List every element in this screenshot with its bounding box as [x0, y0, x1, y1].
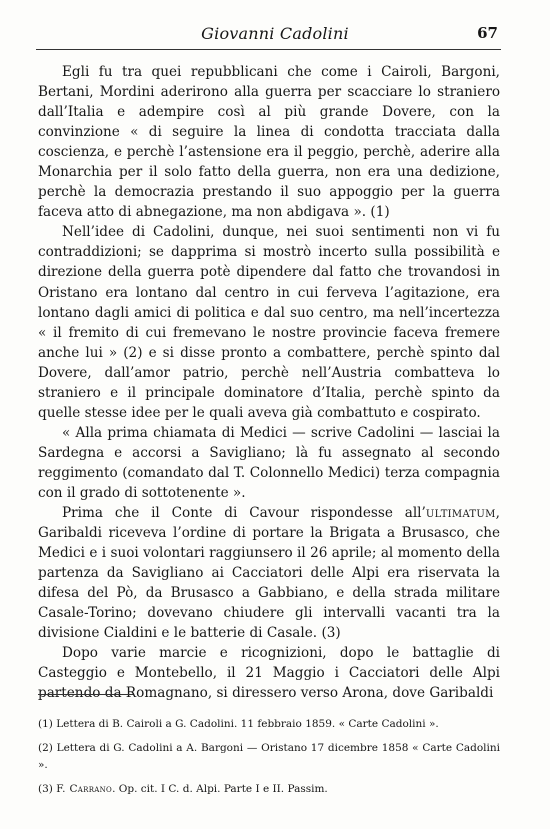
footnote-3-citation: . Op. cit. I C. d. Alpi. Parte I e II. Passim.	[112, 782, 328, 795]
paragraph-4-start: Prima che il Conte di Cavour rispondesse all’	[62, 505, 426, 522]
paragraph-5: Dopo varie marcie e ricognizioni, dopo le battaglie di Casteggio e Montebello, il 21 Maggio i Cacciatori delle Alpi partendo da Romagnano, si diressero verso Arona, dove Garibaldi	[38, 645, 500, 702]
paragraph-4	[38, 503, 500, 643]
running-title: Giovanni Cadolini	[201, 24, 349, 43]
footnote-3-author: F. Carrano	[56, 782, 113, 795]
footnote-rule	[38, 694, 133, 695]
paragraph-4-end: , Garibaldi riceveva l’ordine di portare la Brigata a Brusasco, che Medici e i suoi volontari raggiunsero il 26 aprile; al momento della partenza da Savigliano ai Cacciatori delle Alpi era riservata la difesa del Pò, da Brusasco a Gabbiano, e della strada militare Casale-Torino; dovevano chiudere gli intervalli vacanti tra la divisione Cialdini e le batterie di Casale. (3)	[38, 505, 500, 642]
paragraph-2: Nell’idee di Cadolini, dunque, nei suoi sentimenti non vi fu contraddizioni; se dapprima si mostrò incerto sulla possibilità e direzione della guerra potè dipendere dal fatto che trovandosi in Oristano era lontano dal centro in cui ferveva l’agitazione, era lontano dagli amici di politica e dal suo centro, ma nell’incertezza « il fremito di cui fremevano le nostre provincie faceva fremere anche lui » (2) e si disse pronto a combattere, perchè spinto dal Dovere, dall’amor patrio, perchè nell’Austria combatteva lo straniero e il principale dominatore d’Italia, perchè spinto da quelle stesse idee per le quali aveva già combattuto e cospirato.	[38, 224, 500, 421]
footnote-1: (1) Lettera di B. Cairoli a G. Cadolini. 11 febbraio 1859. « Carte Cadolini ».	[38, 718, 439, 730]
footnote-3-number: (3)	[38, 782, 53, 795]
footnote-3	[38, 781, 500, 799]
header-rule	[36, 49, 501, 50]
footnote-2: (2) Lettera di G. Cadolini a A. Bargoni — Oristano 17 dicembre 1858 « Carte Cadolini ».	[38, 741, 500, 771]
paragraph-1: Egli fu tra quei repubblicani che come i Cairoli, Bargoni, Bertani, Mordini aderirono alla guerra per scacciare lo straniero dall’Italia e adempire così al più grande Dovere, con la convinzione « di seguire la linea di condotta tracciata dalla coscienza, e perchè l’astensione era il peggio, perchè, aderire alla Monarchia per il solo fatto della guerra, non era una dedizione, perchè la democrazia prestando il suo appoggio per la guerra faceva atto di abnegazione, ma non abdigava ». (1)	[38, 64, 500, 221]
page-number: 67	[477, 24, 498, 42]
paragraph-3: « Alla prima chiamata di Medici — scrive Cadolini — lasciai la Sardegna e accorsi a Savigliano; là fu assegnato al secondo reggimento (comandato dal T. Colonnello Medici) terza compagnia con il grado di sottotenente ».	[38, 424, 500, 501]
body-text	[38, 62, 500, 704]
footnotes	[38, 716, 500, 804]
ultimatum-word: ultimatum	[425, 505, 496, 522]
